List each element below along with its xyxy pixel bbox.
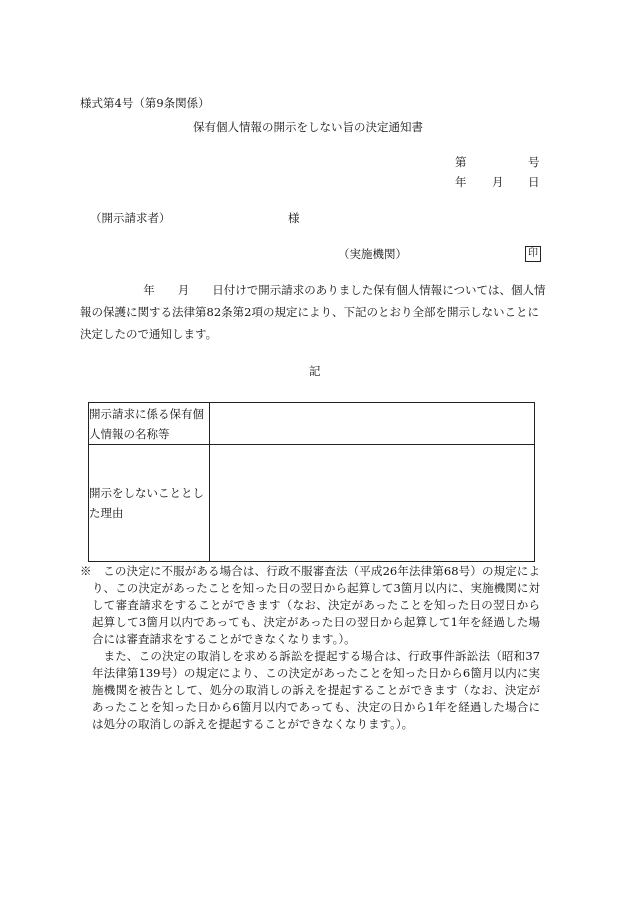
agency-label: （実施機関）	[338, 247, 407, 261]
table-row	[89, 403, 535, 445]
note-mark: ※	[80, 564, 92, 578]
doc-number-suffix: 号	[528, 155, 540, 169]
note-paragraph-2: また、この決定の取消しを求める訴訟を提起する場合は、行政事件訴訟法（昭和37年法律第139号）の規定により、この決定があったことを知った日から6箇月以内に実施機関を被告として、処分の取消しの訴えを提起することができます（なお、決定があったことを知った日から6箇月以内であっても、決定の日から1年を経過した場合には処分の取消しの訴えを提起することができなくなります。）。	[92, 649, 540, 731]
document-title: 保有個人情報の開示をしない旨の決定通知書	[193, 120, 423, 134]
row2-value	[210, 445, 535, 562]
row1-label: 開示請求に係る保有個人情報の名称等	[89, 403, 210, 445]
seal-box: 印	[525, 246, 541, 262]
info-table	[88, 402, 535, 562]
requester-label: （開示請求者）	[90, 211, 171, 225]
form-number: 様式第4号（第9条関係）	[80, 96, 210, 110]
body-paragraph	[80, 279, 550, 345]
body-text: 年 月 日付けで開示請求のありました保有個人情報については、個人情報の保護に関する法律第82条第2項の規定により、下記のとおり全部を開示しないことに決定したので通知します。	[80, 283, 546, 341]
note-text-1: この決定に不服がある場合は、行政不服審査法（平成26年法律第68号）の規定により、この決定があったことを知った日の翌日から起算して3箇月以内に、実施機関に対して審査請求をすることができます（なお、決定があったことを知った日の翌日から起算して3箇月以内であっても、決定があった日の翌日から起算して1年を経過した場合には審査請求をすることができなくなります。）。	[92, 564, 541, 646]
note-paragraph-1	[80, 563, 540, 648]
date-day: 日	[528, 175, 540, 189]
date-year: 年	[455, 175, 467, 189]
date-month: 月	[492, 175, 504, 189]
ki-heading: 記	[309, 364, 321, 378]
row1-value	[210, 403, 535, 445]
row2-label: 開示をしないこととした理由	[89, 445, 210, 562]
doc-number-prefix: 第	[455, 155, 467, 169]
requester-honorific: 様	[288, 211, 300, 225]
table-row	[89, 445, 535, 562]
notes-section	[80, 563, 540, 733]
